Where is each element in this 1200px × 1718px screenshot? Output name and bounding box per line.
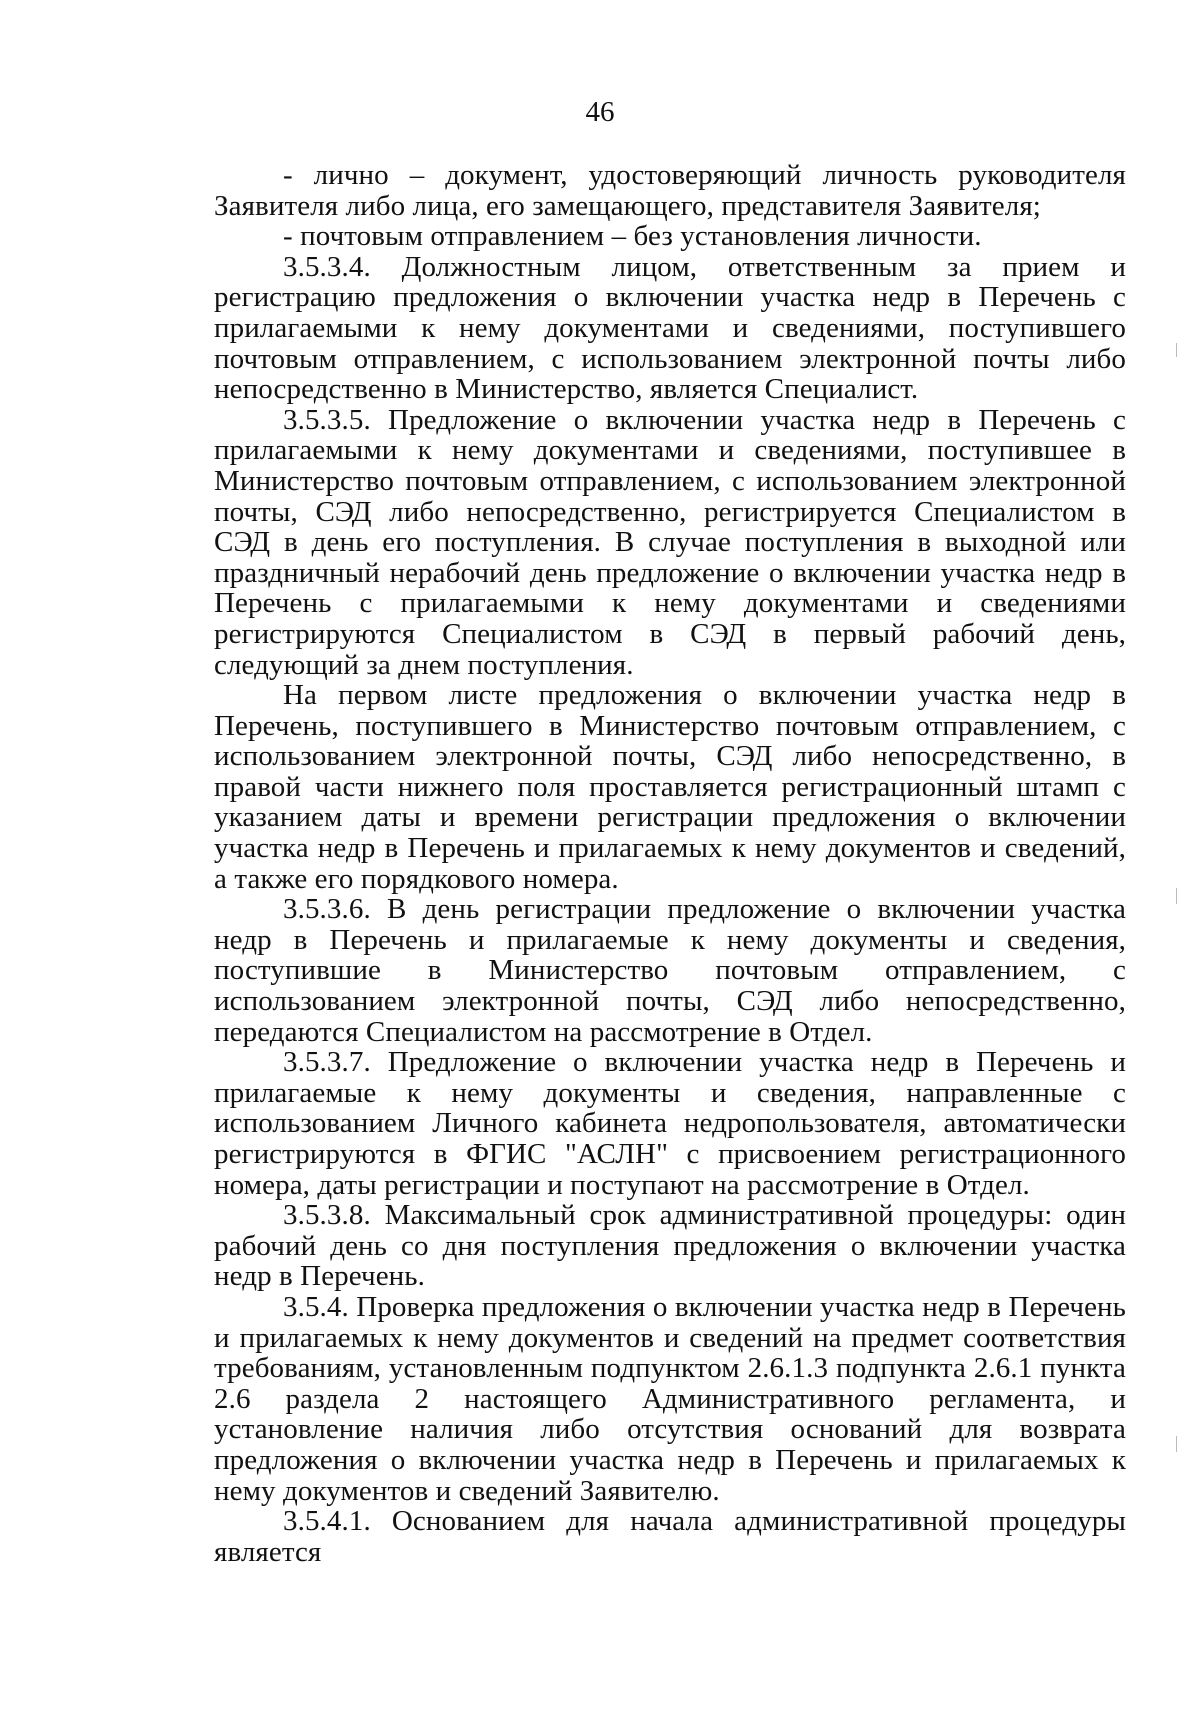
paragraph-3-5-3-7: 3.5.3.7. Предложение о включении участка недр в Перечень и прилагаемые к нему документы и сведения, направленные с использованием Личного кабинета недропользователя, автоматически регистрируются в ФГИС "АСЛН" с присвоением регистрационного номера, даты регистрации и поступают на рассмотрение в Отдел. <box>214 1046 1126 1201</box>
paragraph-3-5-3-4: 3.5.3.4. Должностным лицом, ответственным за прием и регистрацию предложения о включении участка недр в Перечень с прилагаемыми к нему документами и сведениями, поступившего почтовым отправлением, с использованием электронной почты либо непосредственно в Министерство, является Специалист. <box>214 250 1126 406</box>
paragraph-3-5-3-5: 3.5.3.5. Предложение о включении участка недр в Перечень с прилагаемыми к нему документами и сведениями, поступившее в Министерство почтовым отправлением, с использованием электронной почты, СЭД либо непосредственно, регистрируется Специалистом в СЭД в день его поступления. В случае поступления в выходной или праздничный нерабочий день предложение о включении участка недр в Перечень с прилагаемыми к нему документами и сведениями регистрируются Специалистом в СЭД в первый рабочий день, следующий за днем поступления. <box>214 403 1126 681</box>
document-body <box>214 160 1126 1567</box>
paragraph-postal-submission: - почтовым отправлением – без установления личности. <box>283 220 982 253</box>
scan-artifact-mark <box>1176 888 1177 904</box>
paragraph-3-5-3-6: 3.5.3.6. В день регистрации предложение о включении участка недр в Перечень и прилагаемые к нему документы и сведения, поступившие в Министерство почтовым отправлением, с использованием электронной почты, СЭД либо непосредственно, передаются Специалистом на рассмотрение в Отдел. <box>214 893 1126 1048</box>
paragraph-3-5-4: 3.5.4. Проверка предложения о включении участка недр в Перечень и прилагаемых к нему документов и сведений на предмет соответствия требованиям, установленным подпунктом 2.6.1.3 подпункта 2.6.1 пункта 2.6 раздела 2 настоящего Административного регламента, и установление наличия либо отсутствия оснований для возврата предложения о включении участка недр в Перечень и прилагаемых к нему документов и сведений Заявителю. <box>214 1290 1126 1507</box>
page-number: 46 <box>585 96 615 128</box>
paragraph-personal-submission: - лично – документ, удостоверяющий личность руководителя Заявителя либо лица, его замещающего, представителя Заявителя; <box>214 159 1126 222</box>
paragraph-3-5-3-8: 3.5.3.8. Максимальный срок административной процедуры: один рабочий день со дня поступления предложения о включении участка недр в Перечень. <box>214 1199 1126 1293</box>
paragraph-registration-stamp: На первом листе предложения о включении участка недр в Перечень, поступившего в Министерство почтовым отправлением, с использованием электронной почты, СЭД либо непосредственно, в правой части нижнего поля проставляется регистрационный штамп с указанием даты и времени регистрации предложения о включении участка недр в Перечень и прилагаемых к нему документов и сведений, а также его порядкового номера. <box>214 679 1126 895</box>
paragraph-3-5-4-1: 3.5.4.1. Основанием для начала административной процедуры является <box>214 1505 1126 1568</box>
scan-artifact-mark <box>1176 1436 1177 1452</box>
scan-artifact-mark <box>1176 343 1177 357</box>
